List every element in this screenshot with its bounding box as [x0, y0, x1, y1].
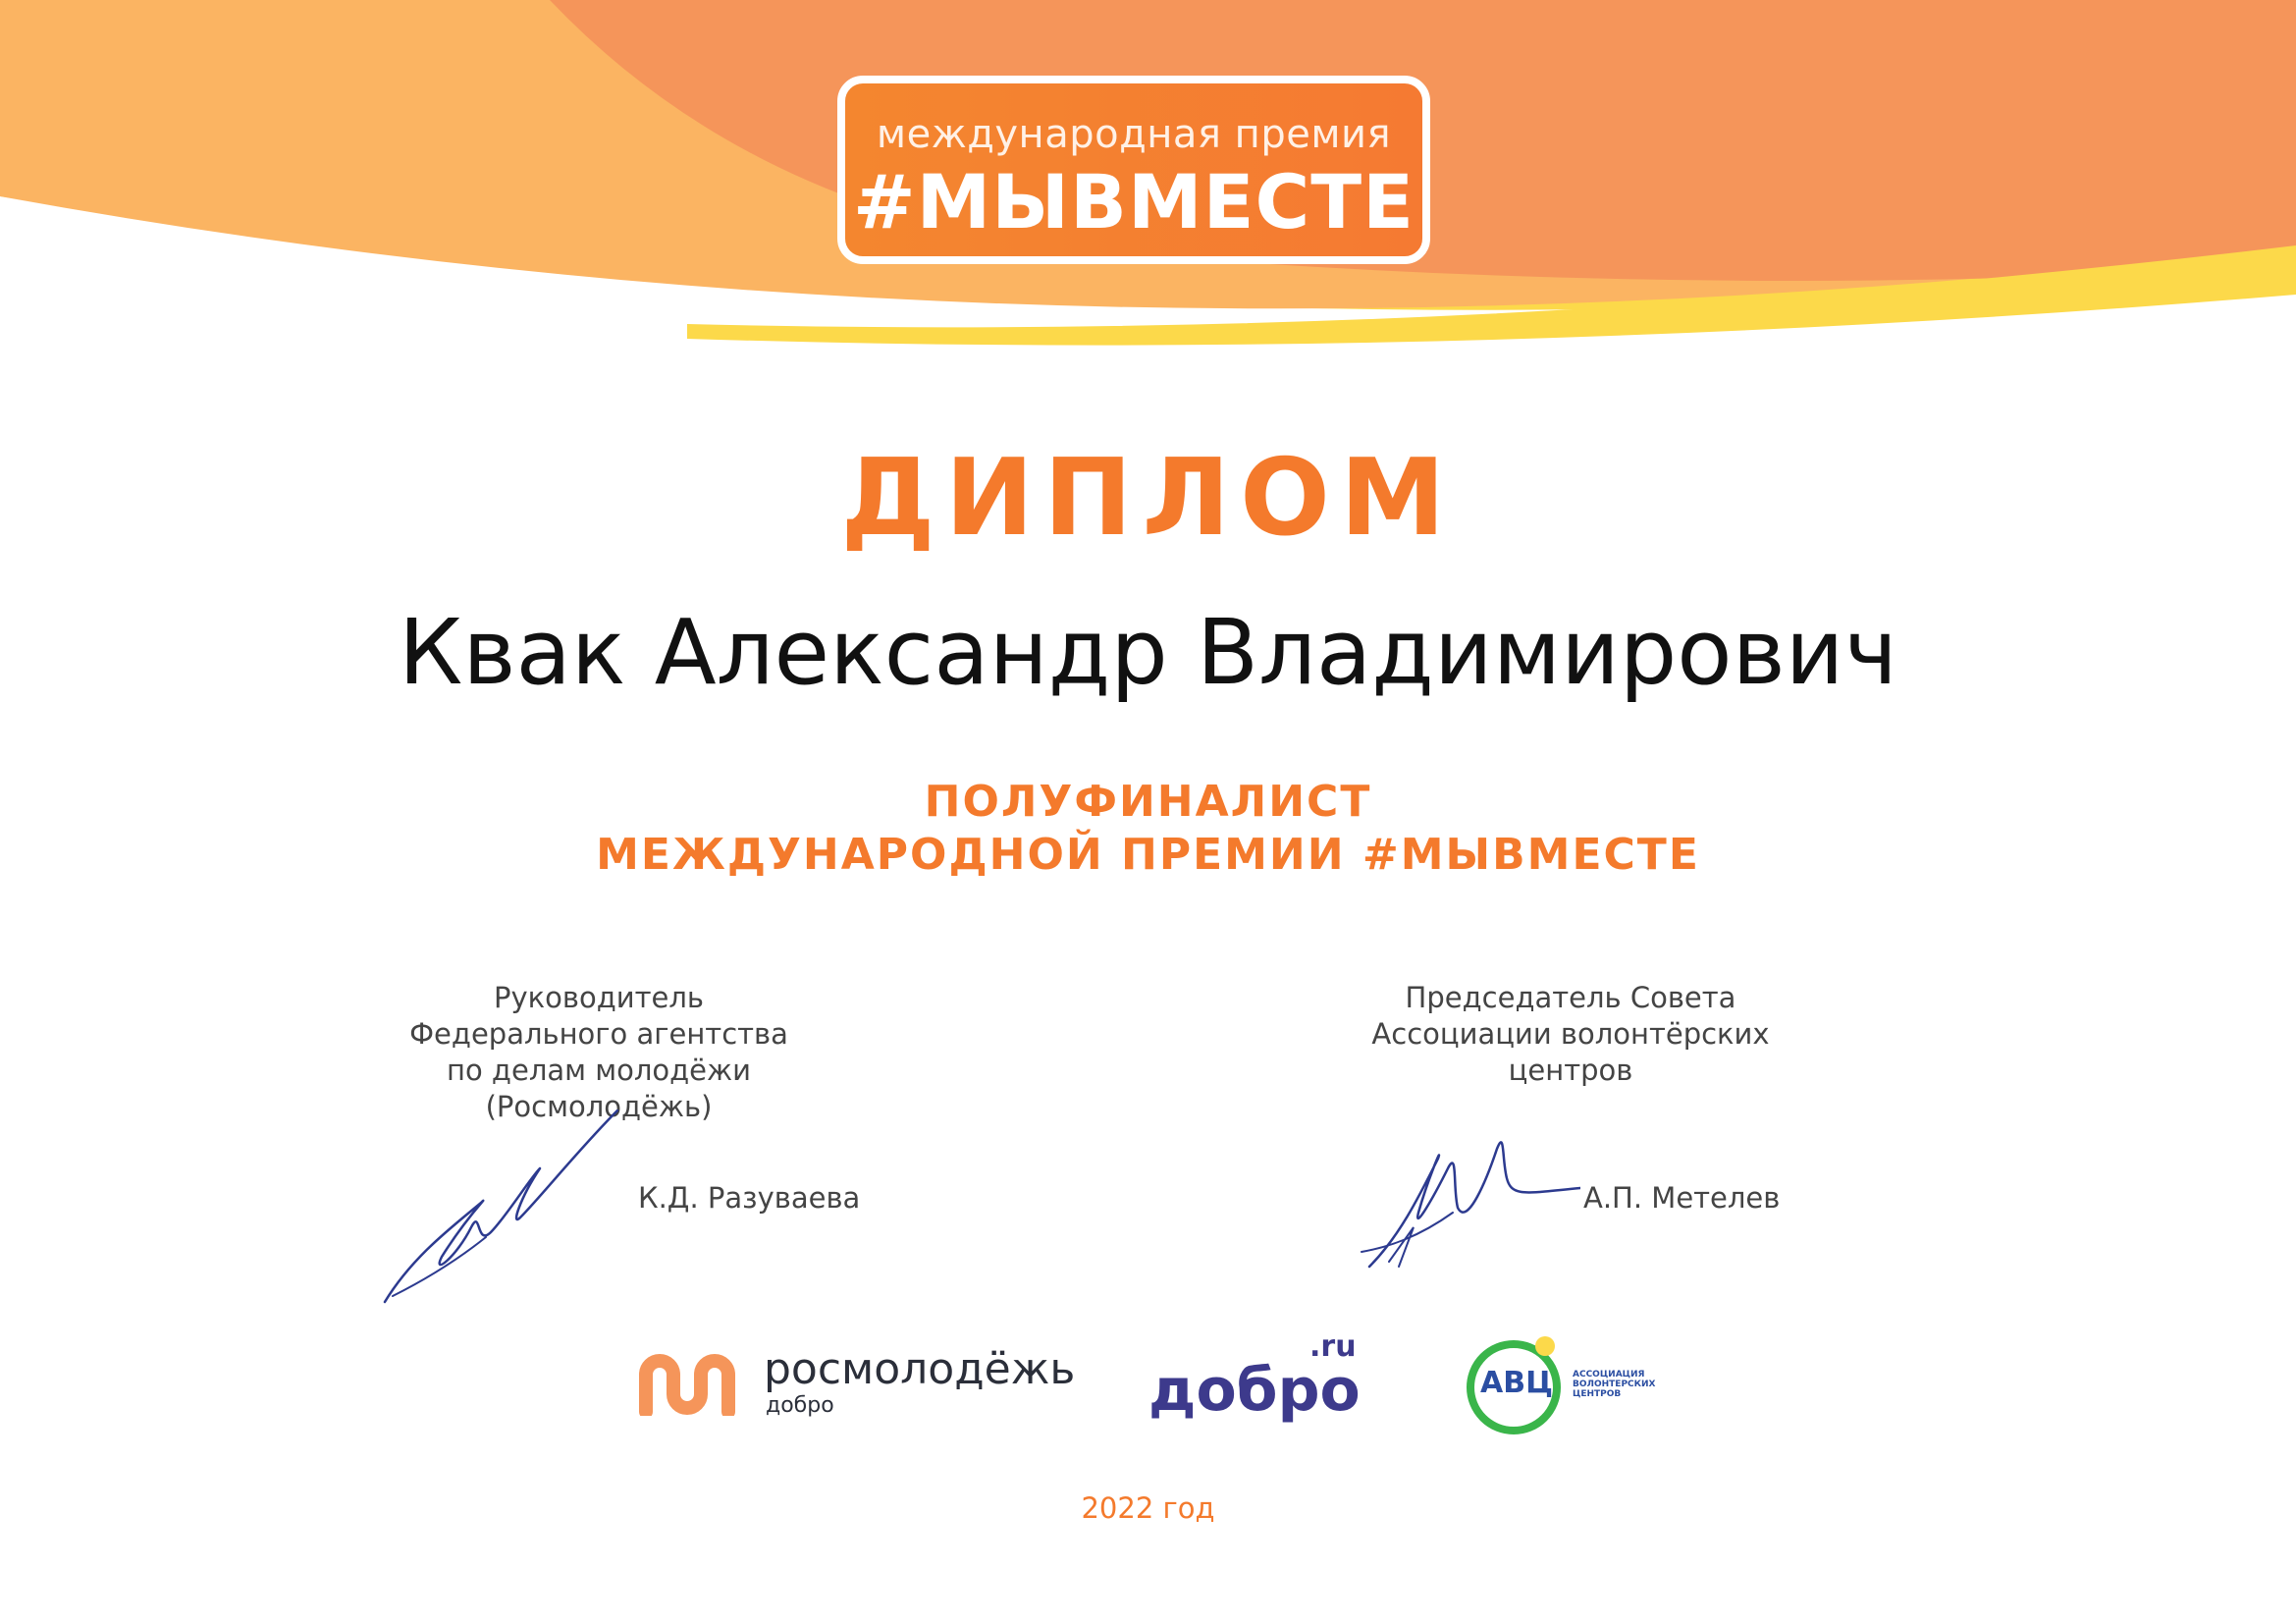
avc-sub-line: АССОЦИАЦИЯ: [1573, 1370, 1645, 1380]
recipient-name: Квак Александр Владимирович: [399, 600, 1897, 705]
right-signer-title-line: центров: [1508, 1054, 1633, 1087]
right-signer-title-line: Ассоциации волонтёрских: [1371, 1017, 1770, 1051]
right-signer-title: [1315, 980, 1826, 1089]
right-signature: [1360, 1119, 1580, 1276]
right-signer-name: А.П. Метелев: [1583, 1181, 1781, 1215]
rosmolodezh-mark-icon: [638, 1353, 748, 1416]
avc-subtitle: [1573, 1370, 1671, 1399]
dobro-ru-suffix: .ru: [1309, 1329, 1357, 1364]
year-label: 2022 год: [1081, 1491, 1215, 1525]
dobro-logo: [1148, 1330, 1364, 1429]
logo-hashtag: #МЫВМЕСТЕ: [852, 158, 1415, 245]
right-signer-title-line: Председатель Совета: [1405, 981, 1736, 1014]
left-signer-title-line: по делам молодёжи: [447, 1054, 751, 1087]
avc-sub-line: ВОЛОНТЕРСКИХ: [1573, 1380, 1656, 1389]
left-signer-title-line: Федерального агентства: [409, 1017, 788, 1051]
logo-subtitle: международная премия: [876, 112, 1392, 157]
left-signer-title-line: Руководитель: [493, 981, 704, 1014]
left-signer-title: [344, 980, 854, 1125]
dobro-name: добро: [1148, 1356, 1361, 1425]
left-signer-title-line: (Росмолодёжь): [485, 1090, 713, 1123]
status-line-1: ПОЛУФИНАЛИСТ: [924, 777, 1372, 827]
avc-sub-line: ЦЕНТРОВ: [1573, 1389, 1622, 1399]
left-signer-name: К.Д. Разуваева: [638, 1181, 861, 1215]
avc-abbr: АВЦ: [1480, 1366, 1553, 1400]
rosmolodezh-logo: [638, 1344, 1076, 1424]
diploma-title: ДИПЛОМ: [840, 437, 1456, 560]
avc-logo: [1463, 1330, 1679, 1438]
award-status: [0, 776, 2296, 882]
award-logo: [837, 76, 1430, 264]
status-line-2: МЕЖДУНАРОДНОЙ ПРЕМИИ #МЫВМЕСТЕ: [596, 830, 1700, 880]
left-signature: [373, 1109, 618, 1306]
rosmolodezh-sub: добро: [766, 1393, 834, 1418]
rosmolodezh-name: росмолодёжь: [764, 1344, 1076, 1394]
